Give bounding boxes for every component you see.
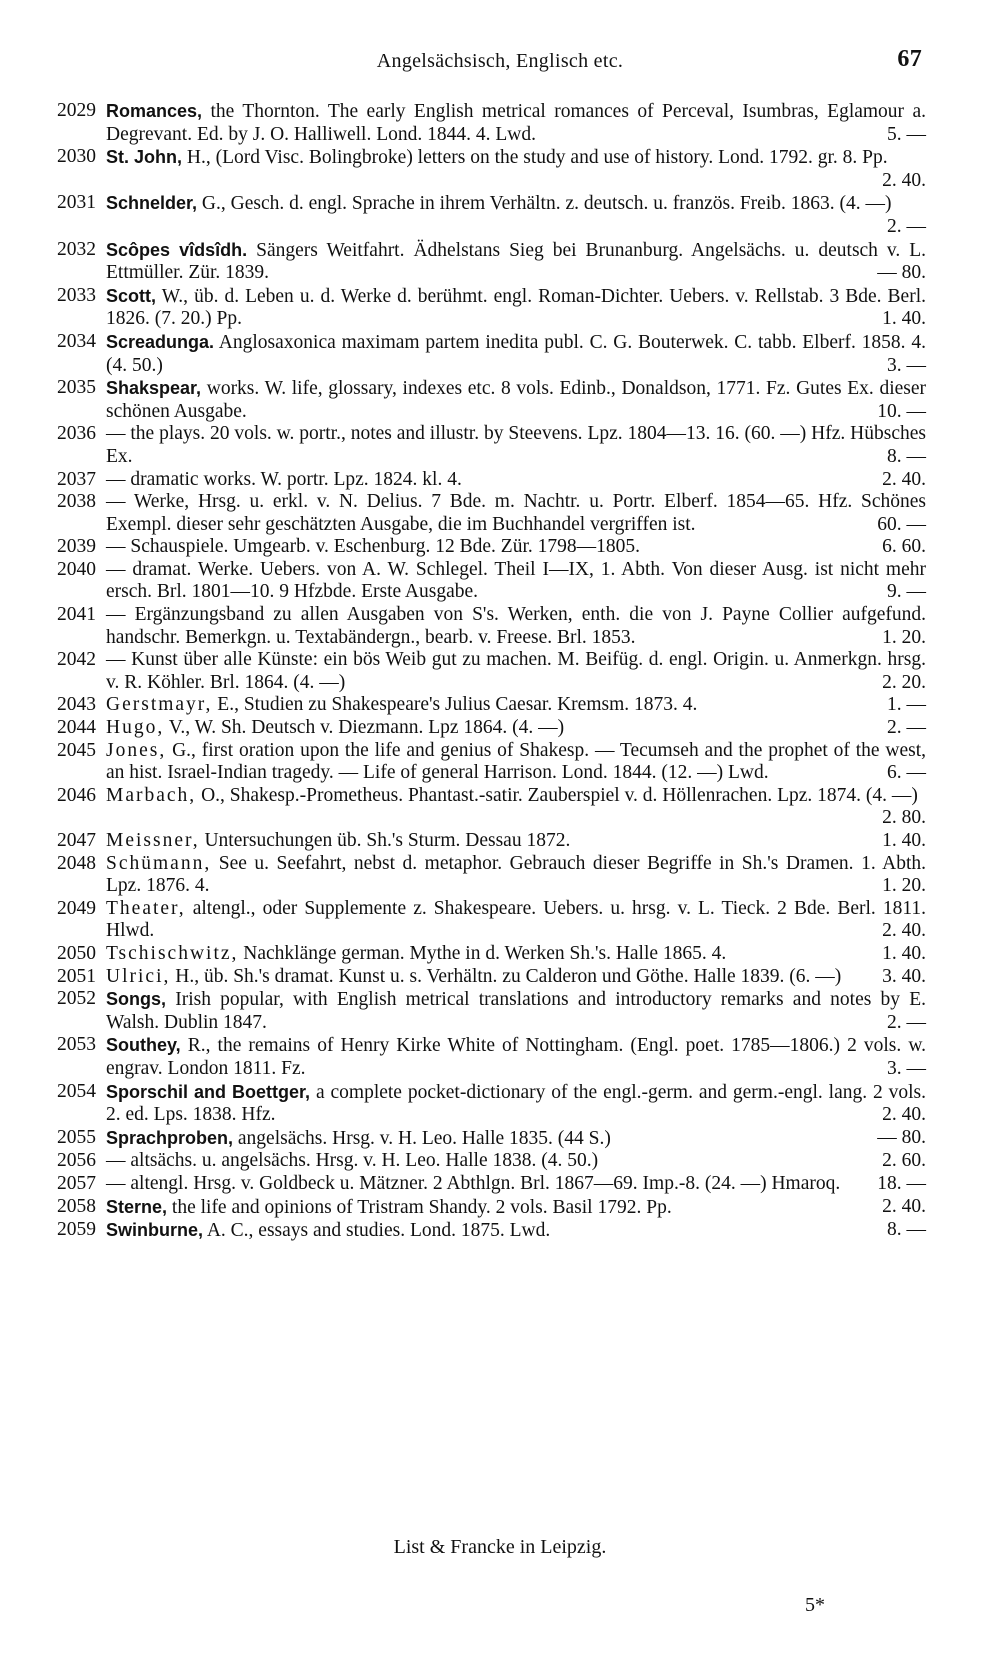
entry-keyword: Sprachproben, xyxy=(106,1127,234,1148)
entry-number: 2034 xyxy=(57,330,96,352)
entry-number: 2055 xyxy=(57,1126,96,1148)
entry-price: 2. 80. xyxy=(882,807,926,829)
entry-description: — Schauspiele. Umgearb. v. Eschenburg. 12 Bde. Zür. 1798—1805. xyxy=(106,536,640,558)
entry-body xyxy=(106,423,926,468)
entry-number: 2057 xyxy=(57,1172,96,1194)
catalog-entry xyxy=(46,988,926,1034)
entry-number: 2042 xyxy=(57,649,96,671)
entry-number: 2039 xyxy=(57,536,96,558)
entry-body xyxy=(106,853,926,898)
catalog-entry xyxy=(46,1127,926,1151)
catalog-entry xyxy=(46,649,926,694)
entry-description: — dramatic works. W. portr. Lpz. 1824. kl. 4. xyxy=(106,468,462,490)
entry-price: 60. — xyxy=(877,513,926,535)
entry-number: 2038 xyxy=(57,491,96,513)
entry-number: 2058 xyxy=(57,1195,96,1217)
catalog-entry xyxy=(46,469,926,492)
entry-description: angelsächs. Hrsg. v. H. Leo. Halle 1835. (44 S.) xyxy=(237,1127,611,1149)
entry-body xyxy=(106,1150,926,1173)
entry-description: O., Shakesp.-Prometheus. Phantast.-satir. Zauberspiel v. d. Höllenrachen. Lpz. 1874. (4. —) xyxy=(201,784,918,806)
entry-body xyxy=(106,100,926,146)
entry-body xyxy=(106,491,926,536)
entry-body xyxy=(106,1173,926,1196)
catalog-entry xyxy=(46,1150,926,1173)
entry-keyword: Gerstmayr, xyxy=(106,694,213,716)
entry-price: 2. — xyxy=(887,717,926,739)
entry-price: 2. 40. xyxy=(882,169,926,191)
entry-number: 2045 xyxy=(57,739,96,761)
entry-body xyxy=(106,898,926,943)
entry-price: 3. — xyxy=(887,354,926,376)
catalog-entry xyxy=(46,604,926,649)
entry-number: 2059 xyxy=(57,1219,96,1241)
entry-body xyxy=(106,1196,926,1220)
entry-number: 2048 xyxy=(57,852,96,874)
entry-price: — 80. xyxy=(877,1126,926,1148)
entry-price: 2. 40. xyxy=(882,1104,926,1126)
entry-keyword: Theater, xyxy=(106,897,186,919)
entry-description: A. C., essays and studies. Lond. 1875. Lwd. xyxy=(206,1220,551,1242)
entry-number: 2031 xyxy=(57,192,96,214)
entry-price: — 80. xyxy=(877,262,926,284)
entry-description: the Thornton. The early English metrical romances of Perceval, Isumbras, Eglamour a. Degrevant. Ed. by J. O. Halliwell. Lond. 1844. 4. Lwd. xyxy=(106,101,926,145)
entry-description: — Werke, Hrsg. u. erkl. v. N. Delius. 7 Bde. m. Nachtr. u. Portr. Elberf. 1854—65. Hfz. Schönes Exempl. dieser sehr geschätzten Ausgabe, die im Buchhandel vergriffen ist. xyxy=(106,491,926,535)
entry-body xyxy=(106,1219,926,1243)
entry-body xyxy=(106,331,926,377)
entry-number: 2049 xyxy=(57,897,96,919)
entry-body xyxy=(106,146,926,191)
entry-body xyxy=(106,830,926,853)
entry-keyword: Shakspear, xyxy=(106,378,202,399)
entry-list xyxy=(46,100,926,1243)
entry-body xyxy=(106,469,926,492)
entry-body xyxy=(106,694,926,717)
entry-price: 2. 40. xyxy=(882,468,926,490)
entry-description: — Kunst über alle Künste: ein bös Weib gut zu machen. M. Beifüg. d. engl. Origin. u. Anmerkgn. hrsg. v. R. Köhler. Brl. 1864. (4. —) xyxy=(106,649,926,693)
entry-description: E., Studien zu Shakespeare's Julius Caesar. Kremsm. 1873. 4. xyxy=(217,694,698,716)
entry-description: Irish popular, with English metrical translations and introductory remarks and notes by E. Walsh. Dublin 1847. xyxy=(106,989,926,1033)
entry-description: Untersuchungen üb. Sh.'s Sturm. Dessau 1872. xyxy=(204,830,571,851)
entry-price: 6. 60. xyxy=(882,536,926,558)
entry-description: H., (Lord Visc. Bolingbroke) letters on the study and use of history. Lond. 1792. gr. 8. Pp. xyxy=(186,147,888,169)
entry-number: 2046 xyxy=(57,784,96,806)
entry-body xyxy=(106,377,926,423)
entry-body xyxy=(106,649,926,694)
entry-keyword: St. John, xyxy=(106,147,182,168)
catalog-entry xyxy=(46,377,926,423)
catalog-entry xyxy=(46,1173,926,1196)
entry-price: 8. — xyxy=(887,445,926,467)
entry-keyword: Schnelder, xyxy=(106,193,198,214)
entry-body xyxy=(106,966,926,989)
signature-mark: 5* xyxy=(805,1594,825,1616)
entry-number: 2041 xyxy=(57,604,96,626)
entry-price: 10. — xyxy=(877,400,926,422)
page-number: 67 xyxy=(897,46,922,72)
catalog-entry xyxy=(46,100,926,146)
entry-price: 3. — xyxy=(887,1057,926,1079)
catalog-entry xyxy=(46,1081,926,1127)
catalog-entry xyxy=(46,717,926,740)
catalog-entry xyxy=(46,694,926,717)
entry-price: 9. — xyxy=(887,581,926,603)
entry-description: R., the remains of Henry Kirke White of Nottingham. (Engl. poet. 1785—1806.) 2 vols. w. engrav. London 1811. Fz. xyxy=(106,1035,927,1079)
entry-price: 2. 40. xyxy=(882,1195,926,1217)
entry-keyword: Ulrici, xyxy=(106,965,171,987)
entry-description: G., Gesch. d. engl. Sprache in ihrem Verhältn. z. deutsch. u. französ. Freib. 1863. (4. —) xyxy=(201,193,892,215)
entry-number: 2044 xyxy=(57,717,96,739)
entry-keyword: Meissner, xyxy=(106,830,200,851)
entry-price: 2. 40. xyxy=(882,920,926,942)
entry-keyword: Songs, xyxy=(106,989,167,1010)
entry-description: W., üb. d. Leben u. d. Werke d. berühmt. engl. Roman-Dichter. Uebers. v. Rellstab. 3 Bde. Berl. 1826. (7. 20.) Pp. xyxy=(106,285,926,330)
page-header xyxy=(0,40,1000,76)
entry-body xyxy=(106,717,926,740)
catalog-entry xyxy=(46,331,926,377)
entry-keyword: Jones, xyxy=(106,739,167,761)
entry-number: 2054 xyxy=(57,1080,96,1102)
catalog-entry xyxy=(46,853,926,898)
entry-number: 2053 xyxy=(57,1034,96,1056)
entry-description: Sängers Weitfahrt. Ädhelstans Sieg bei Brunanburg. Angelsächs. u. deutsch v. L. Ettmüller. Zür. 1839. xyxy=(106,239,927,284)
catalog-entry xyxy=(46,966,926,989)
entry-number: 2032 xyxy=(57,238,96,260)
entry-description: H., üb. Sh.'s dramat. Kunst u. s. Verhältn. zu Calderon und Göthe. Halle 1839. (6. —) xyxy=(175,965,842,987)
entry-keyword: Sterne, xyxy=(106,1196,168,1217)
entry-body xyxy=(106,740,926,785)
entry-price: 6. — xyxy=(887,762,926,784)
entry-keyword: Scôpes vîdsîdh. xyxy=(106,239,248,260)
catalog-entry xyxy=(46,943,926,966)
entry-number: 2050 xyxy=(57,942,96,964)
catalog-entry xyxy=(46,146,926,192)
entry-description: See u. Seefahrt, nebst d. metaphor. Gebrauch dieser Begriffe in Sh.'s Dramen. 1. Abth. Lpz. 1876. 4. xyxy=(106,852,927,897)
entry-number: 2047 xyxy=(57,830,96,851)
entry-keyword: Screadunga. xyxy=(106,331,215,352)
running-title: Angelsächsisch, Englisch etc. xyxy=(376,50,624,72)
entry-keyword: Marbach, xyxy=(106,784,197,806)
entry-price: 1. 20. xyxy=(882,875,926,897)
entry-body xyxy=(106,239,926,285)
entry-number: 2035 xyxy=(57,377,96,399)
entry-description: altengl., oder Supplemente z. Shakespeare. Uebers. u. hrsg. v. L. Tieck. 2 Bde. Berl. 1811. Hlwd. xyxy=(106,897,927,942)
entry-number: 2043 xyxy=(57,694,96,716)
catalog-entry xyxy=(46,1219,926,1243)
entry-price: 8. — xyxy=(887,1219,926,1241)
catalog-entry xyxy=(46,898,926,943)
entry-body xyxy=(106,988,926,1034)
catalog-entry xyxy=(46,491,926,536)
catalog-entry xyxy=(46,285,926,331)
entry-keyword: Sporschil and Boettger, xyxy=(106,1081,311,1102)
entry-description: — altengl. Hrsg. v. Goldbeck u. Mätzner. 2 Abthlgn. Brl. 1867—69. Imp.-8. (24. —) Hmaroq. xyxy=(106,1172,841,1194)
catalog-entry xyxy=(46,1034,926,1080)
publisher-footer: List & Francke in Leipzig. xyxy=(393,1536,607,1558)
catalog-entry xyxy=(46,536,926,559)
entry-description: the life and opinions of Tristram Shandy. 2 vols. Basil 1792. Pp. xyxy=(171,1196,672,1218)
entry-price: 2. — xyxy=(887,215,926,237)
entry-body xyxy=(106,784,926,829)
entry-keyword: Romances, xyxy=(106,101,203,121)
entry-number: 2037 xyxy=(57,468,96,490)
entry-keyword: Southey, xyxy=(106,1035,181,1056)
catalog-entry xyxy=(46,559,926,604)
entry-body xyxy=(106,1127,926,1151)
entry-price: 3. 40. xyxy=(882,965,926,987)
entry-number: 2051 xyxy=(57,965,96,987)
entry-keyword: Scott, xyxy=(106,285,157,306)
entry-body xyxy=(106,1034,926,1080)
entry-description: a complete pocket-dictionary of the engl.-germ. and germ.-engl. lang. 2 vols. 2. ed. Lps. 1838. Hfz. xyxy=(106,1081,927,1126)
entry-keyword: Tschischwitz, xyxy=(106,942,239,964)
entry-number: 2052 xyxy=(57,988,96,1010)
entry-description: — altsächs. u. angelsächs. Hrsg. v. H. Leo. Halle 1838. (4. 50.) xyxy=(106,1150,599,1172)
entry-description: Nachklänge german. Mythe in d. Werken Sh.'s. Halle 1865. 4. xyxy=(243,942,727,964)
entry-body xyxy=(106,536,926,559)
catalog-entry xyxy=(46,1196,926,1220)
entry-description: — dramat. Werke. Uebers. von A. W. Schlegel. Theil I—IX, 1. Abth. Von dieser Ausg. ist nicht mehr ersch. Brl. 1801—10. 9 Hfzbde. Erste Ausgabe. xyxy=(106,558,926,603)
catalog-entry xyxy=(46,192,926,238)
entry-price: 1. 20. xyxy=(882,626,926,648)
entry-price: 5. — xyxy=(887,123,926,145)
entry-number: 2040 xyxy=(57,558,96,580)
entry-description: V., W. Sh. Deutsch v. Diezmann. Lpz 1864. (4. —) xyxy=(168,717,565,739)
catalog-entry xyxy=(46,423,926,468)
entry-price: 1. — xyxy=(887,694,926,716)
entry-price: 1. 40. xyxy=(882,830,926,851)
catalog-entry xyxy=(46,830,926,853)
catalog-entry xyxy=(46,239,926,285)
catalog-entry xyxy=(46,785,926,830)
entry-description: works. W. life, glossary, indexes etc. 8 vols. Edinb., Donaldson, 1771. Fz. Gutes Ex. dieser schönen Ausgabe. xyxy=(106,378,927,422)
entry-price: 1. 40. xyxy=(882,942,926,964)
entry-body xyxy=(106,559,926,604)
entry-price: 18. — xyxy=(877,1172,926,1194)
entry-body xyxy=(106,943,926,966)
entry-description: Anglosaxonica maximam partem inedita publ. C. G. Bouterwek. C. tabb. Elberf. 1858. 4. (4. 50.) xyxy=(106,331,926,376)
entry-keyword: Swinburne, xyxy=(106,1220,204,1241)
entry-price: 2. 60. xyxy=(882,1150,926,1172)
entry-keyword: Schümann, xyxy=(106,852,212,874)
entry-keyword: Hugo, xyxy=(106,717,165,739)
entry-body xyxy=(106,192,926,237)
entry-description: G., first oration upon the life and genius of Shakesp. — Tecumseh and the prophet of the west, an hist. Israel-Indian tragedy. — Life of general Harrison. Lond. 1844. (12. —) Lwd. xyxy=(106,739,926,784)
entry-body xyxy=(106,1081,926,1127)
entry-number: 2030 xyxy=(57,146,96,168)
entry-price: 1. 40. xyxy=(882,308,926,330)
entry-price: 2. 20. xyxy=(882,671,926,693)
entry-description: — the plays. 20 vols. w. portr., notes and illustr. by Steevens. Lpz. 1804—13. 16. (60. —) Hfz. Hübsches Ex. xyxy=(106,423,926,467)
entry-number: 2029 xyxy=(57,100,96,121)
entry-body xyxy=(106,285,926,331)
entry-description: — Ergänzungsband zu allen Ausgaben von S's. Werken, enth. die von J. Payne Collier aufgefund. handschr. Bemerkgn. u. Textabändergn., bearb. v. Freese. Brl. 1853. xyxy=(106,604,926,648)
entry-price: 2. — xyxy=(887,1011,926,1033)
entry-number: 2056 xyxy=(57,1150,96,1172)
entry-number: 2036 xyxy=(57,423,96,445)
catalog-entry xyxy=(46,740,926,785)
entry-body xyxy=(106,604,926,649)
entry-number: 2033 xyxy=(57,284,96,306)
